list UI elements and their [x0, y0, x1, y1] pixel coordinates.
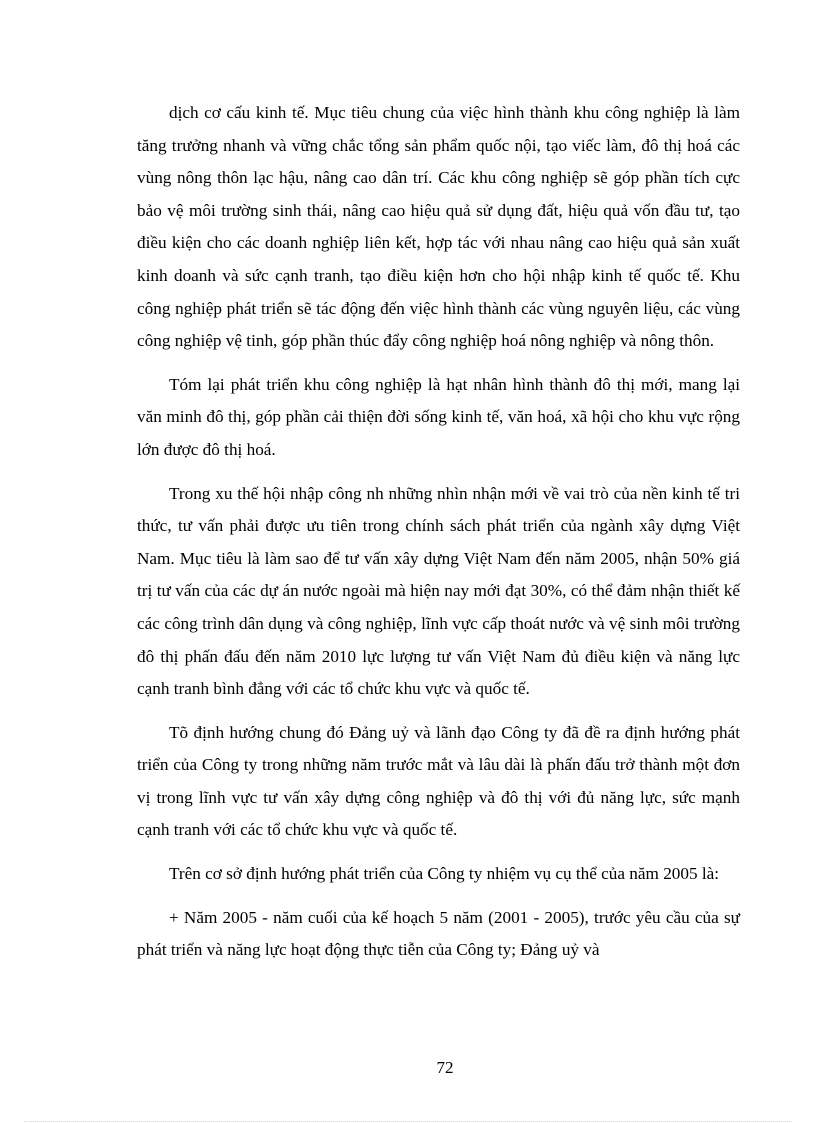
paragraph-2: Tóm lại phát triển khu công nghiệp là hạt nhân hình thành đô thị mới, mang lại văn minh đô thị, góp phần cải thiện đời sống kinh tế, văn hoá, xã hội cho khu vực rộng lớn được đô thị hoá. — [137, 374, 740, 459]
paragraph-1: dịch cơ cấu kinh tế. Mục tiêu chung của việc hình thành khu công nghiệp là làm tăng trưởng nhanh và vững chắc tổng sản phẩm quốc nội, tạo viếc làm, đô thị hoá các vùng nông thôn lạc hậu, nâng cao dân trí. Các khu công nghiệp sẽ góp phần tích cực bảo vệ môi trường sinh thái, nâng cao hiệu quả sử dụng đất, hiệu quả vốn đầu tư, tạo điều kiện cho các doanh nghiệp liên kết, hợp tác với nhau nâng cao hiệu quả sản xuất kinh doanh và sức cạnh tranh, tạo điều kiện hơn cho hội nhập kinh tế quốc tế. Khu công nghiệp phát triển sẽ tác động đến việc hình thành các vùng nguyên liệu, các vùng công nghiệp vệ tinh, góp phần thúc đẩy công nghiệp hoá nông nghiệp và nông thôn. — [137, 103, 740, 351]
paragraph-4: Tõ định hướng chung đó Đảng uỷ và lãnh đạo Công ty đã đề ra định hướng phát triển của Công ty trong những năm trước mắt và lâu dài là phấn đấu trở thành một đơn vị trong lĩnh vực tư vấn xây dựng công nghiệp và đô thị với đủ năng lực, sức mạnh cạnh tranh với các tổ chức khu vực và quốc tế. — [137, 722, 740, 840]
paragraph-5: Trên cơ sở định hướng phát triển của Công ty nhiệm vụ cụ thể của năm 2005 là: — [169, 864, 720, 884]
page-number: 72 — [436, 1058, 454, 1077]
paragraph-3: Trong xu thế hội nhập công nh những nhìn nhận mới về vai trò của nền kinh tế tri thức, tư vấn phải được ưu tiên trong chính sách phát triển của ngành xây dựng Việt Nam. Mục tiêu là làm sao để tư vấn xây dựng Việt Nam đến năm 2005, nhận 50% giá trị tư vấn của các dự án nước ngoài mà hiện nay mới đạt 30%, có thể đảm nhận thiết kế các công trình dân dụng và công nghiệp, lĩnh vực cấp thoát nước và vệ sinh môi trường đô thị phấn đấu đến năm 2010 lực lượng tư vấn Việt Nam đủ điều kiện và năng lực cạnh tranh bình đẳng với các tổ chức khu vực và quốc tế. — [137, 483, 740, 699]
paragraph-6: + Năm 2005 - năm cuối của kế hoạch 5 năm (2001 - 2005), trước yêu cầu của sự phát triển và năng lực hoạt động thực tiễn của Công ty; Đảng uỷ và — [137, 907, 740, 960]
body-text — [137, 97, 740, 978]
page-bottom-divider — [24, 1121, 792, 1122]
